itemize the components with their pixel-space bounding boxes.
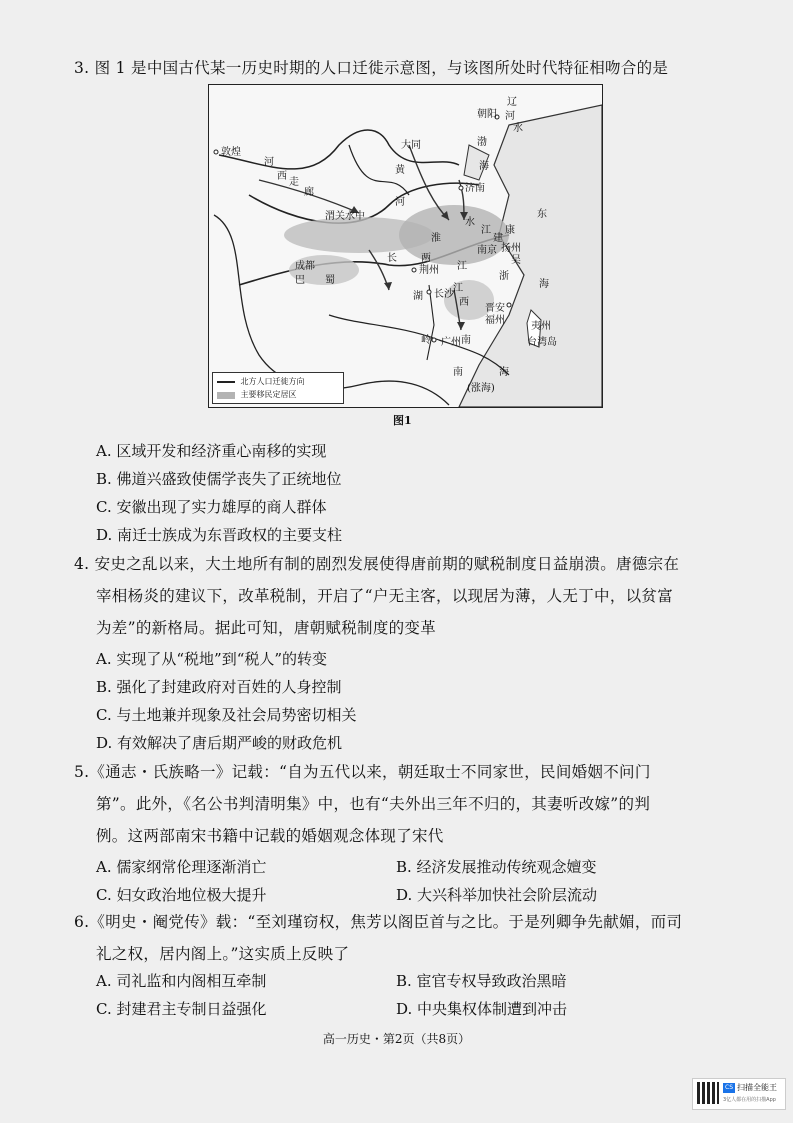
question-5-line-1: 5.《通志・氏族略一》记载：“自为五代以来，朝廷取士不同家世，民间婚姻不问门 (74, 763, 651, 781)
legend-area-row (217, 389, 297, 400)
map-label-nanjing: 南京 (477, 245, 497, 256)
map-label-jiang-3: 江 (453, 283, 463, 294)
map-label-nan-2: 南 (453, 367, 463, 378)
map-label-hexi-zou: 走 (289, 177, 299, 188)
question-5-line-2: 第”。此外，《名公书判清明集》中，也有“夫外出三年不归的，其妻听改嫁”的判 (96, 795, 651, 813)
scanner-logo-icon: CS (725, 1084, 733, 1091)
q3-option-d[interactable]: D. 南迁士族成为东晋政权的主要支柱 (96, 526, 343, 544)
q3-option-c[interactable]: C. 安徽出现了实力雄厚的商人群体 (96, 498, 327, 516)
question-4-line-2: 宰相杨炎的建议下，改革税制，开启了“户无主客，以现居为薄，人无丁中，以贫富 (96, 587, 674, 605)
map-label-liao-he: 河 (505, 111, 515, 122)
q6-option-c[interactable]: C. 封建君主专制日益强化 (96, 1000, 267, 1018)
scanner-badge (692, 1078, 786, 1110)
map-label-jiang: 江 (481, 225, 491, 236)
map-label-yangzhou: 扬州 (501, 243, 521, 254)
map-label-hu: 湖 (413, 291, 423, 302)
question-5 (74, 756, 724, 852)
map-label-hai-2: 海 (499, 367, 509, 378)
question-3-stem: 3. 图 1 是中国古代某一历史时期的人口迁徙示意图，与该图所处时代特征相吻合的是 (74, 59, 669, 77)
map-label-guangzhou: 广州 (441, 337, 461, 348)
migration-map (208, 84, 603, 408)
q5-option-c[interactable]: C. 妇女政治地位极大提升 (96, 886, 267, 904)
map-label-chengdu: 成都 (295, 261, 315, 272)
q6-option-a[interactable]: A. 司礼监和内阁相互牵制 (96, 972, 267, 990)
question-4-line-1: 4. 安史之乱以来，大土地所有制的剧烈发展使得唐前期的赋税制度日益崩溃。唐德宗在 (74, 555, 680, 573)
question-3 (74, 52, 724, 84)
q6-option-d[interactable]: D. 中央集权体制遭到冲击 (396, 1000, 568, 1018)
map-label-he: 河 (395, 197, 405, 208)
q5-option-a[interactable]: A. 儒家纲常伦理逐渐消亡 (96, 858, 267, 876)
map-label-taiwan: 台湾岛 (527, 337, 557, 348)
map-label-changsha: 长沙 (434, 289, 454, 300)
map-label-yizhou: 夷州 (531, 321, 551, 332)
question-6-line-2: 礼之权，居内阁上。”这实质上反映了 (96, 945, 350, 963)
map-label-hexi-lang: 廊 (304, 187, 314, 198)
q5-option-d[interactable]: D. 大兴科举加快社会阶层流动 (396, 886, 598, 904)
map-label-zhanghai: (涨海) (467, 383, 495, 394)
map-label-liao-shui: 水 (513, 123, 523, 134)
q3-option-a[interactable]: A. 区域开发和经济重心南移的实现 (96, 442, 327, 460)
map-label-weishui-guanzhong: 渭关水中 (325, 211, 365, 222)
q4-option-a[interactable]: A. 实现了从“税地”到“税人”的转变 (96, 650, 328, 668)
map-label-ling: 岭 (421, 335, 431, 346)
legend-arrow-icon (217, 381, 235, 383)
map-label-hai: 海 (539, 279, 549, 290)
legend-arrow-row (217, 376, 305, 387)
map-label-jingzhou: 荆州 (419, 265, 439, 276)
map-label-xi-2: 西 (459, 297, 469, 308)
map-label-hexi-xi: 西 (277, 171, 287, 182)
q3-option-b[interactable]: B. 佛道兴盛致使儒学丧失了正统地位 (96, 470, 342, 488)
q6-option-b[interactable]: B. 宦官专权导致政治黑暗 (396, 972, 567, 990)
map-label-nan: 南 (461, 335, 471, 346)
map-label-dunhuang: 敦煌 (221, 147, 241, 158)
map-label-bohai-hai: 海 (479, 161, 489, 172)
map-label-jinan: 济南 (465, 183, 485, 194)
map-label-fuzhou: 福州 (485, 315, 505, 326)
scanner-badge-subtitle: 3亿人都在用的扫描App (723, 1097, 776, 1103)
figure-caption: 图1 (393, 414, 412, 427)
map-label-hexi-he: 河 (264, 157, 274, 168)
question-4 (74, 548, 724, 644)
map-label-huang: 黄 (395, 165, 405, 176)
map-label-chang: 长 (387, 253, 397, 264)
page-footer: 高一历史・第2页（共8页） (322, 1032, 471, 1046)
map-label-huai-shui: 水 (465, 217, 475, 228)
map-label-bohai-bo: 渤 (477, 137, 487, 148)
qr-code-icon (697, 1082, 719, 1104)
q4-option-c[interactable]: C. 与土地兼并现象及社会局势密切相关 (96, 706, 357, 724)
map-label-liang: 两 (421, 253, 431, 264)
question-4-line-3: 为差”的新格局。据此可知，唐朝赋税制度的变革 (96, 619, 437, 637)
legend-arrow-label: 北方人口迁徙方向 (240, 377, 305, 386)
map-label-wu: 吴 (511, 255, 521, 266)
question-6 (74, 906, 724, 970)
map-drawing (209, 85, 602, 407)
legend-area-label: 主要移民定居区 (240, 390, 297, 399)
question-6-line-1: 6.《明史・阉党传》载：“至刘瑾窃权，焦芳以阁臣首与之比。于是列卿争先献媚，而司 (74, 913, 683, 931)
map-label-chaoyang: 朝阳 (477, 109, 497, 120)
map-label-dong: 东 (537, 209, 547, 220)
map-label-zhe: 浙 (499, 271, 509, 282)
map-label-jiang-2: 江 (457, 261, 467, 272)
question-5-line-3: 例。这两部南宋书籍中记载的婚姻观念体现了宋代 (96, 827, 444, 845)
map-label-liao: 辽 (507, 97, 517, 108)
map-legend (212, 372, 344, 404)
map-label-kang: 康 (505, 225, 515, 236)
q4-option-d[interactable]: D. 有效解决了唐后期严峻的财政危机 (96, 734, 343, 752)
map-label-ba: 巴 (295, 275, 305, 286)
map-label-jian: 建 (493, 233, 503, 244)
scanner-badge-title: 扫描全能王 (737, 1083, 777, 1092)
legend-area-swatch-icon (217, 392, 235, 399)
q4-option-b[interactable]: B. 强化了封建政府对百姓的人身控制 (96, 678, 342, 696)
map-label-shu: 蜀 (325, 275, 335, 286)
q5-option-b[interactable]: B. 经济发展推动传统观念嬗变 (396, 858, 597, 876)
map-label-datong: 大同 (401, 140, 421, 151)
map-label-huai: 淮 (431, 233, 441, 244)
map-label-jinan-2: 晋安 (485, 303, 505, 314)
